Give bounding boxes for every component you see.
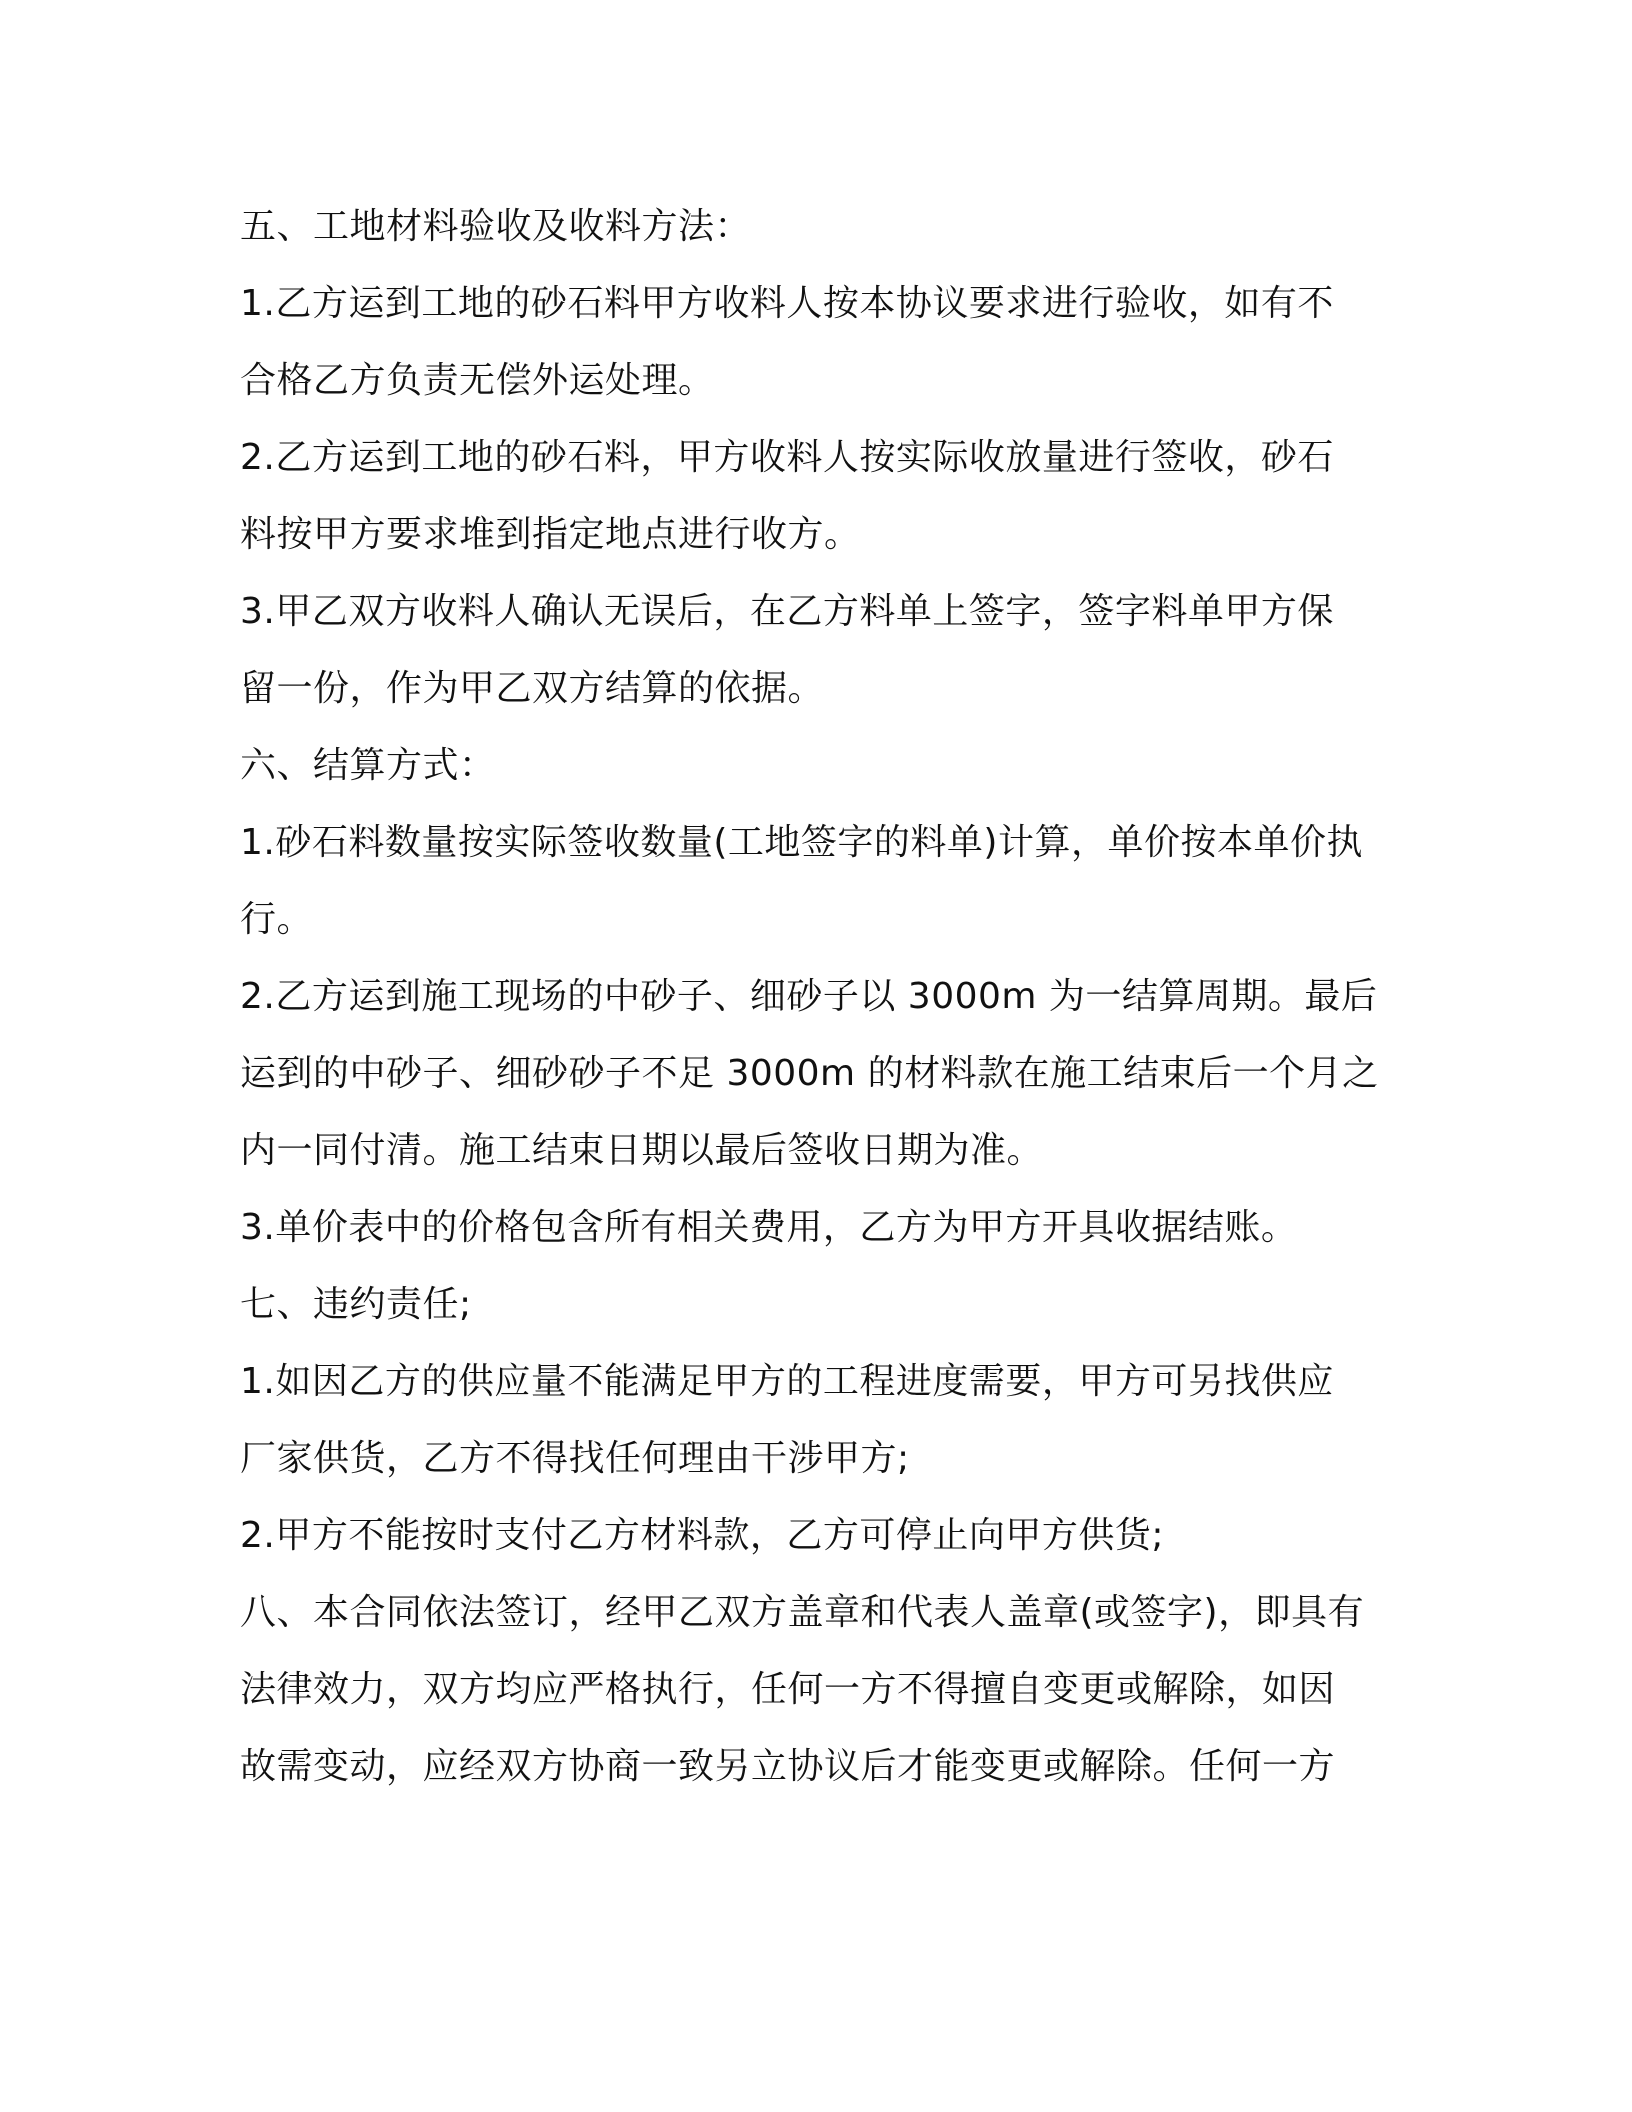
section-heading-5: 五、工地材料验收及收料方法：: [240, 206, 752, 247]
text-line: 2.甲方不能按时支付乙方材料款，乙方可停止向甲方供货;: [240, 1515, 1164, 1556]
text-line: 3.甲乙双方收料人确认无误后，在乙方料单上签字，签字料单甲方保: [240, 591, 1334, 632]
text-line: 3.单价表中的价格包含所有相关费用，乙方为甲方开具收据结账。: [240, 1207, 1298, 1248]
text-line: 2.乙方运到施工现场的中砂子、细砂子以 3000m 为一结算周期。最后: [240, 976, 1378, 1017]
text-line: 1.如因乙方的供应量不能满足甲方的工程进度需要，甲方可另找供应: [240, 1361, 1334, 1402]
text-line: 厂家供货，乙方不得找任何理由干涉甲方;: [240, 1438, 910, 1479]
document-body: [240, 188, 1410, 1805]
text-line: 合格乙方负责无偿外运处理。: [240, 360, 715, 401]
text-line: 运到的中砂子、细砂砂子不足 3000m 的材料款在施工结束后一个月之: [240, 1053, 1379, 1094]
text-line: 内一同付清。施工结束日期以最后签收日期为准。: [240, 1130, 1044, 1171]
text-line: 故需变动，应经双方协商一致另立协议后才能变更或解除。任何一方: [240, 1746, 1336, 1787]
text-line: 2.乙方运到工地的砂石料，甲方收料人按实际收放量进行签收，砂石: [240, 437, 1334, 478]
section-heading-6: 六、结算方式：: [240, 745, 496, 786]
section-heading-8: 八、本合同依法签订，经甲乙双方盖章和代表人盖章(或签字)，即具有: [240, 1592, 1365, 1633]
text-line: 1.乙方运到工地的砂石料甲方收料人按本协议要求进行验收，如有不: [240, 283, 1334, 324]
text-line: 行。: [240, 899, 314, 940]
text-line: 留一份，作为甲乙双方结算的依据。: [240, 668, 825, 709]
section-heading-7: 七、违约责任;: [240, 1284, 472, 1325]
text-line: 料按甲方要求堆到指定地点进行收方。: [240, 514, 861, 555]
text-line: 1.砂石料数量按实际签收数量(工地签字的料单)计算，单价按本单价执: [240, 822, 1363, 863]
text-line: 法律效力，双方均应严格执行，任何一方不得擅自变更或解除，如因: [240, 1669, 1336, 1710]
